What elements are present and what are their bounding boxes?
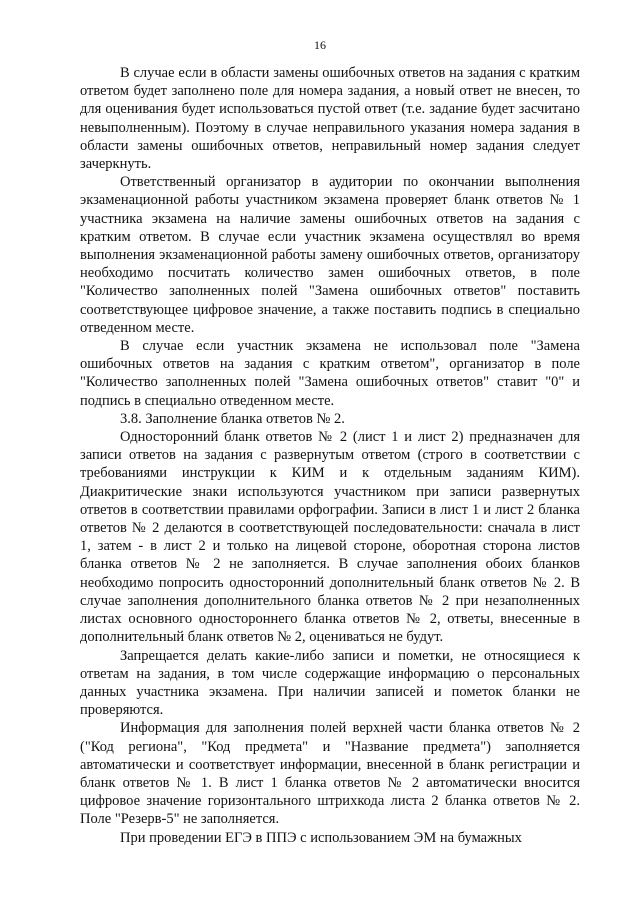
paragraph-zero-replacements: В случае если участник экзамена не использовал поле "Замена ошибочных ответов на задания с кратким ответом", организатор в поле "Количество заполненных полей "Замена ошибочных ответов" ставит "0" и подпись в специально отведенном месте.: [80, 338, 580, 409]
paragraph-header-fields: Информация для заполнения полей верхней части бланка ответов № 2 ("Код региона", "Код предмета" и "Название предмета") заполняется автоматически и соответствует информации, внесенной в бланк регистрации и бланк ответов № 1. В лист 1 бланка ответов № 2 автоматически вносится цифровое значение горизонтального штрихкода листа 2 бланка ответов № 2. Поле "Резерв-5" не заполняется.: [80, 720, 580, 828]
document-body: [80, 64, 580, 847]
section-heading-3-8: 3.8. Заполнение бланка ответов № 2.: [120, 410, 345, 427]
paragraph-organizer-check: Ответственный организатор в аудитории по окончании выполнения экзаменационной работы участником экзамена проверяет бланк ответов № 1 участника экзамена на наличие замены ошибочных ответов на задания с кратким ответом. В случае если участник экзамена осуществлял во время выполнения экзаменационной работы замену ошибочных ответов, организатору необходимо посчитать количество замен ошибочных ответов, в поле "Количество заполненных полей "Замена ошибочных ответов" поставить соответствующее цифровое значение, а также поставить подпись в специально отведенном месте.: [80, 174, 580, 336]
paragraph-answer-form-2: Односторонний бланк ответов № 2 (лист 1 и лист 2) предназначен для записи ответов на задания с развернутым ответом (строго в соответствии с требованиями инструкции к КИМ и к отдельным заданиям КИМ). Диакритические знаки используются участником при записи развернутых ответов в соответствии правилами орфографии. Записи в лист 1 и лист 2 бланка ответов № 2 делаются в соответствующей последовательности: сначала в лист 1, затем - в лист 2 и только на лицевой стороне, оборотная сторона листов бланка ответов № 2 не заполняется. В случае заполнения обоих бланков необходимо попросить односторонний дополнительный бланк ответов № 2. В случае заполнения дополнительного бланка ответов № 2 при незаполненных листах основного одностороннего бланка ответов № 2, ответы, внесенные в дополнительный бланк ответов № 2, оцениваться не будут.: [80, 429, 580, 646]
paragraph-prohibited-marks: Запрещается делать какие-либо записи и пометки, не относящиеся к ответам на задания, в том числе содержащие информацию о персональных данных участника экзамена. При наличии записей и пометок бланки не проверяются.: [80, 647, 580, 719]
page-number: 16: [314, 38, 326, 52]
paragraph-paper-em: При проведении ЕГЭ в ППЭ с использованием ЭМ на бумажных: [120, 829, 522, 846]
paragraph-wrong-answer-replacement: В случае если в области замены ошибочных ответов на задания с кратким ответом будет заполнено поле для номера задания, а новый ответ не внесен, то для оценивания будет использоваться пустой ответ (т.е. задание будет засчитано невыполненным). Поэтому в случае неправильного указания номера задания в области замены ошибочных ответов, неправильный номер задания следует зачеркнуть.: [80, 65, 580, 173]
